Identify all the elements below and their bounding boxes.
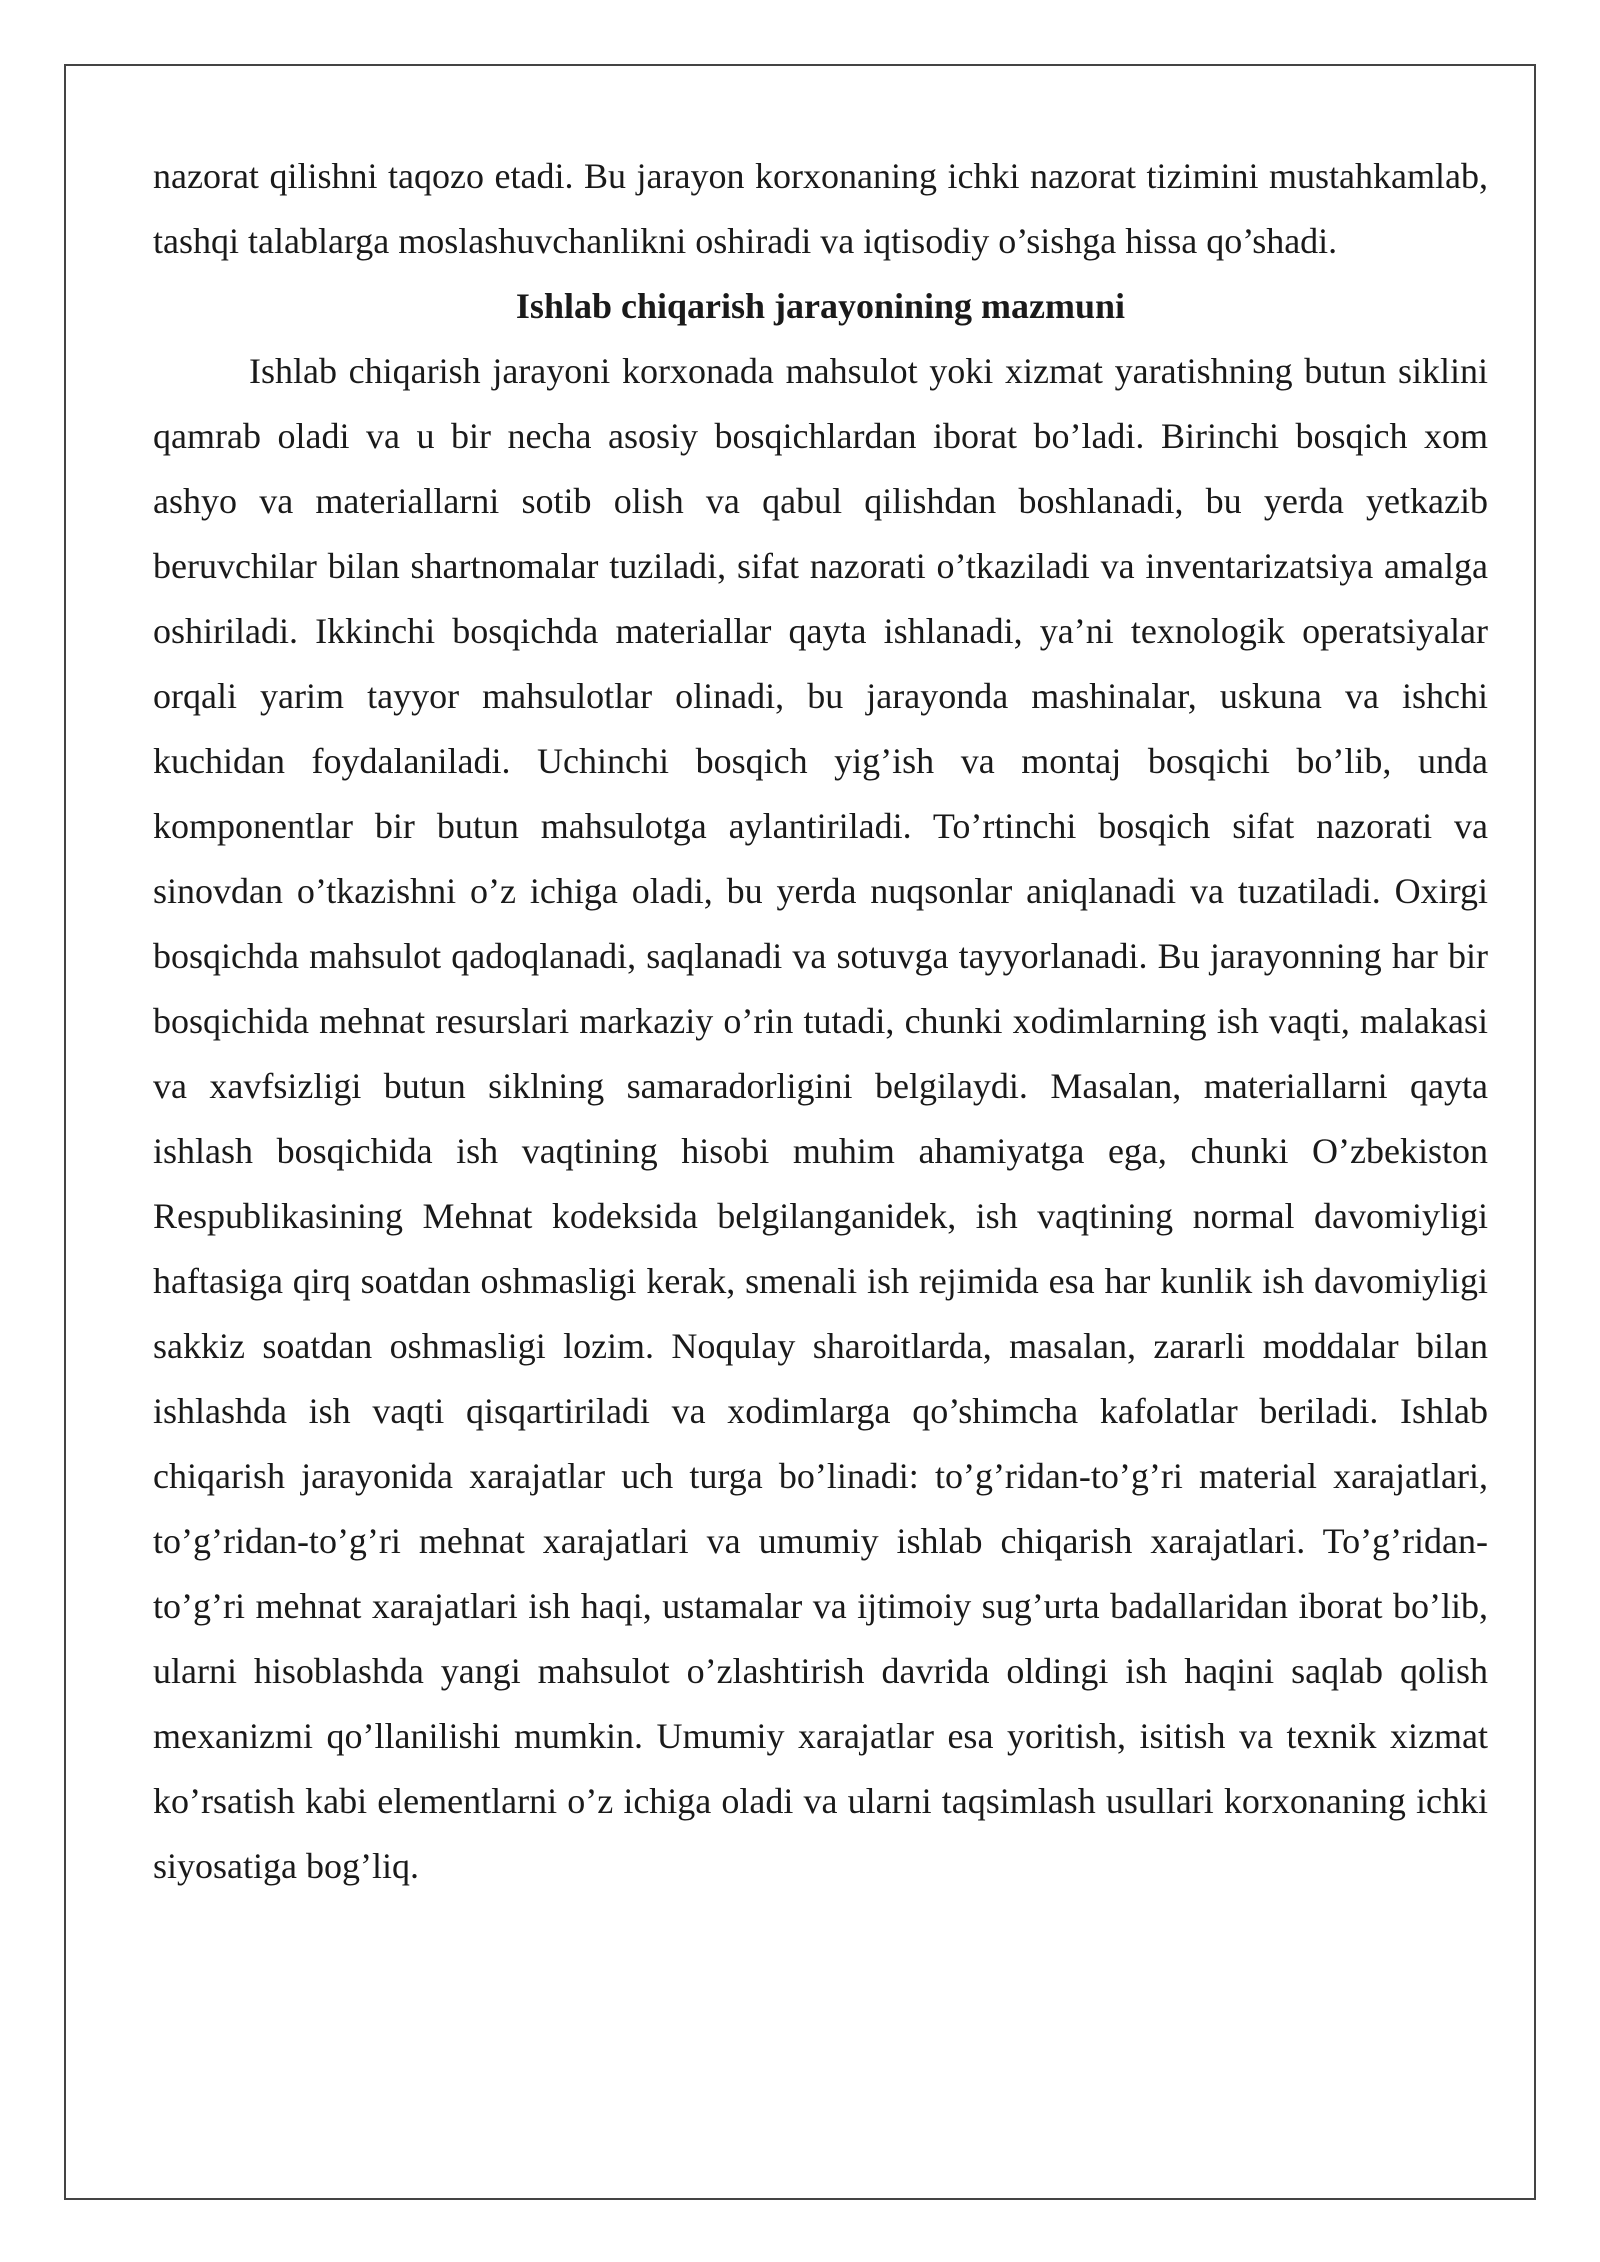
paragraph-continued: nazorat qilishni taqozo etadi. Bu jarayon korxonaning ichki nazorat tizimini mustahkamlab, tashqi talablarga moslashuvchanlikni oshiradi va iqtisodiy o’sishga hissa qo’shadi. xyxy=(153,156,1488,261)
section-heading: Ishlab chiqarish jarayonining mazmuni xyxy=(515,286,1126,326)
document-body xyxy=(153,144,1488,1899)
paragraph-main: Ishlab chiqarish jarayoni korxonada mahsulot yoki xizmat yaratishning butun siklini qamrab oladi va u bir necha asosiy bosqichlardan iborat bo’ladi. Birinchi bosqich xom ashyo va materiallarni sotib olish va qabul qilishdan boshlanadi, bu yerda yetkazib beruvchilar bilan shartnomalar tuziladi, sifat nazorati o’tkaziladi va inventarizatsiya amalga oshiriladi. Ikkinchi bosqichda materiallar qayta ishlanadi, ya’ni texnologik operatsiyalar orqali yarim tayyor mahsulotlar olinadi, bu jarayonda mashinalar, uskuna va ishchi kuchidan foydalaniladi. Uchinchi bosqich yig’ish va montaj bosqichi bo’lib, unda komponentlar bir butun mahsulotga aylantiriladi. To’rtinchi bosqich sifat nazorati va sinovdan o’tkazishni o’z ichiga oladi, bu yerda nuqsonlar aniqlanadi va tuzatiladi. Oxirgi bosqichda mahsulot qadoqlanadi, saqlanadi va sotuvga tayyorlanadi. Bu jarayonning har bir bosqichida mehnat resurslari markaziy o’rin tutadi, chunki xodimlarning ish vaqti, malakasi va xavfsizligi butun siklning samaradorligini belgilaydi. Masalan, materiallarni qayta ishlash bosqichida ish vaqtining hisobi muhim ahamiyatga ega, chunki O’zbekiston Respublikasining Mehnat kodeksida belgilanganidek, ish vaqtining normal davomiyligi haftasiga qirq soatdan oshmasligi kerak, smenali ish rejimida esa har kunlik ish davomiyligi sakkiz soatdan oshmasligi lozim. Noqulay sharoitlarda, masalan, zararli moddalar bilan ishlashda ish vaqti qisqartiriladi va xodimlarga qo’shimcha kafolatlar beriladi. Ishlab chiqarish jarayonida xarajatlar uch turga bo’linadi: to’g’ridan-to’g’ri material xarajatlari, to’g’ridan-to’g’ri mehnat xarajatlari va umumiy ishlab chiqarish xarajatlari. To’g’ridan-to’g’ri mehnat xarajatlari ish haqi, ustamalar va ijtimoiy sug’urta badallaridan iborat bo’lib, ularni hisoblashda yangi mahsulot o’zlashtirish davrida oldingi ish haqini saqlab qolish mexanizmi qo’llanilishi mumkin. Umumiy xarajatlar esa yoritish, isitish va texnik xizmat ko’rsatish kabi elementlarni o’z ichiga oladi va ularni taqsimlash usullari korxonaning ichki siyosatiga bog’liq. xyxy=(153,351,1488,1886)
